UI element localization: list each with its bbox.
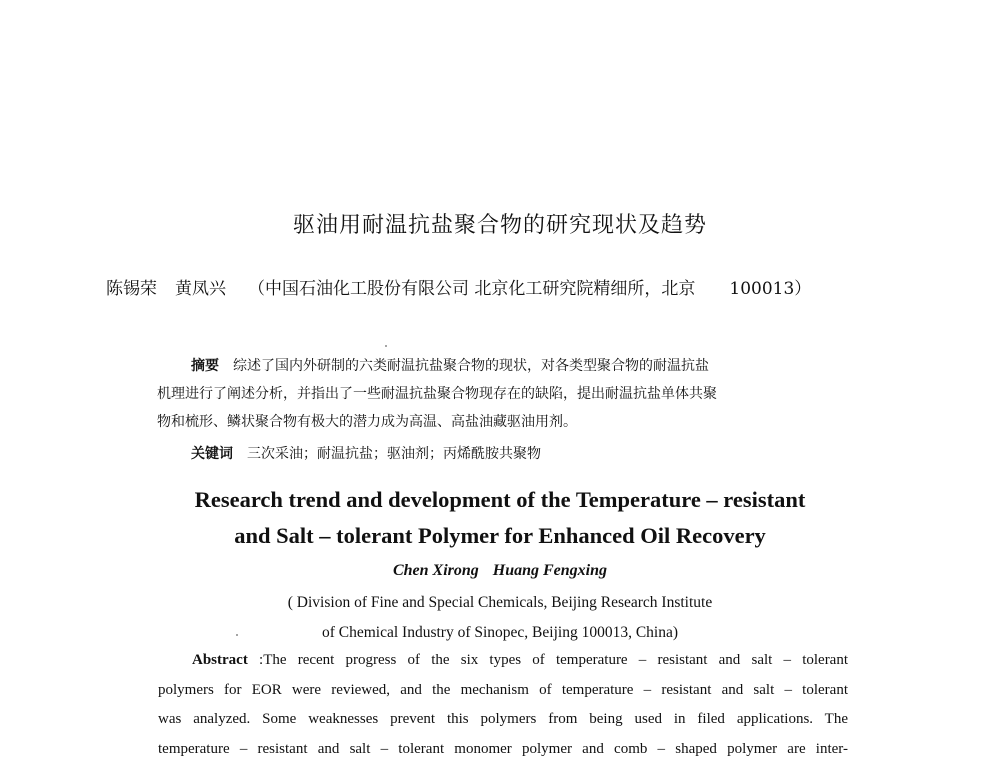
scan-speck — [385, 345, 387, 347]
chinese-keywords-text: 三次采油；耐温抗盐；驱油剂；丙烯酰胺共聚物 — [247, 446, 541, 462]
english-abstract-line-1 — [158, 652, 848, 669]
english-abstract-line-4: temperature – resistant and salt – tolerant monomer polymer and comb – shaped polymer are inter- — [158, 741, 848, 757]
english-title-line-1: Research trend and development of the Temperature – resistant — [194, 487, 806, 512]
chinese-author-line — [106, 274, 811, 299]
chinese-abstract-text-1: 综述了国内外研制的六类耐温抗盐聚合物的现状，对各类型聚合物的耐温抗盐 — [233, 358, 709, 374]
english-abstract-text-1: :The recent progress of the six types of temperature – resistant and salt – tolerant — [259, 652, 849, 668]
scan-speck — [236, 634, 238, 636]
english-title-line-2: and Salt – tolerant Polymer for Enhanced Oil Recovery — [234, 523, 766, 548]
chinese-abstract-label: 摘要 — [191, 358, 219, 374]
chinese-affiliation: （中国石油化工股份有限公司 北京化工研究院精细所，北京 100013） — [248, 279, 812, 299]
english-abstract-label: Abstract — [192, 652, 248, 668]
english-affiliation-line-2: of Chemical Industry of Sinopec, Beijing 100013, China) — [321, 624, 678, 641]
english-abstract-line-3: was analyzed. Some weaknesses prevent this polymers from being used in filed applications. The — [158, 711, 848, 727]
english-author-line — [0, 562, 1000, 580]
chinese-abstract-line-2: 机理进行了阐述分析，并指出了一些耐温抗盐聚合物现存在的缺陷，提出耐温抗盐单体共聚 — [157, 386, 717, 402]
chinese-abstract-line-1 — [157, 352, 881, 380]
english-author-1: Chen Xirong — [392, 562, 479, 579]
chinese-author-1: 陈锡荣 — [106, 279, 157, 299]
chinese-keywords-label: 关键词 — [191, 446, 233, 462]
chinese-abstract-line-3: 物和梳形、鳞状聚合物有极大的潜力成为高温、高盐油藏驱油用剂。 — [157, 414, 577, 430]
chinese-title: 驱油用耐温抗盐聚合物的研究现状及趋势 — [292, 213, 707, 238]
english-affiliation-line-1: ( Division of Fine and Special Chemicals, Beijing Research Institute — [287, 594, 713, 611]
chinese-keywords — [191, 443, 541, 463]
english-author-2: Huang Fengxing — [492, 562, 608, 579]
chinese-author-2: 黄凤兴 — [175, 279, 226, 299]
english-abstract-line-2: polymers for EOR were reviewed, and the mechanism of temperature – resistant and salt – tolerant — [158, 682, 848, 698]
